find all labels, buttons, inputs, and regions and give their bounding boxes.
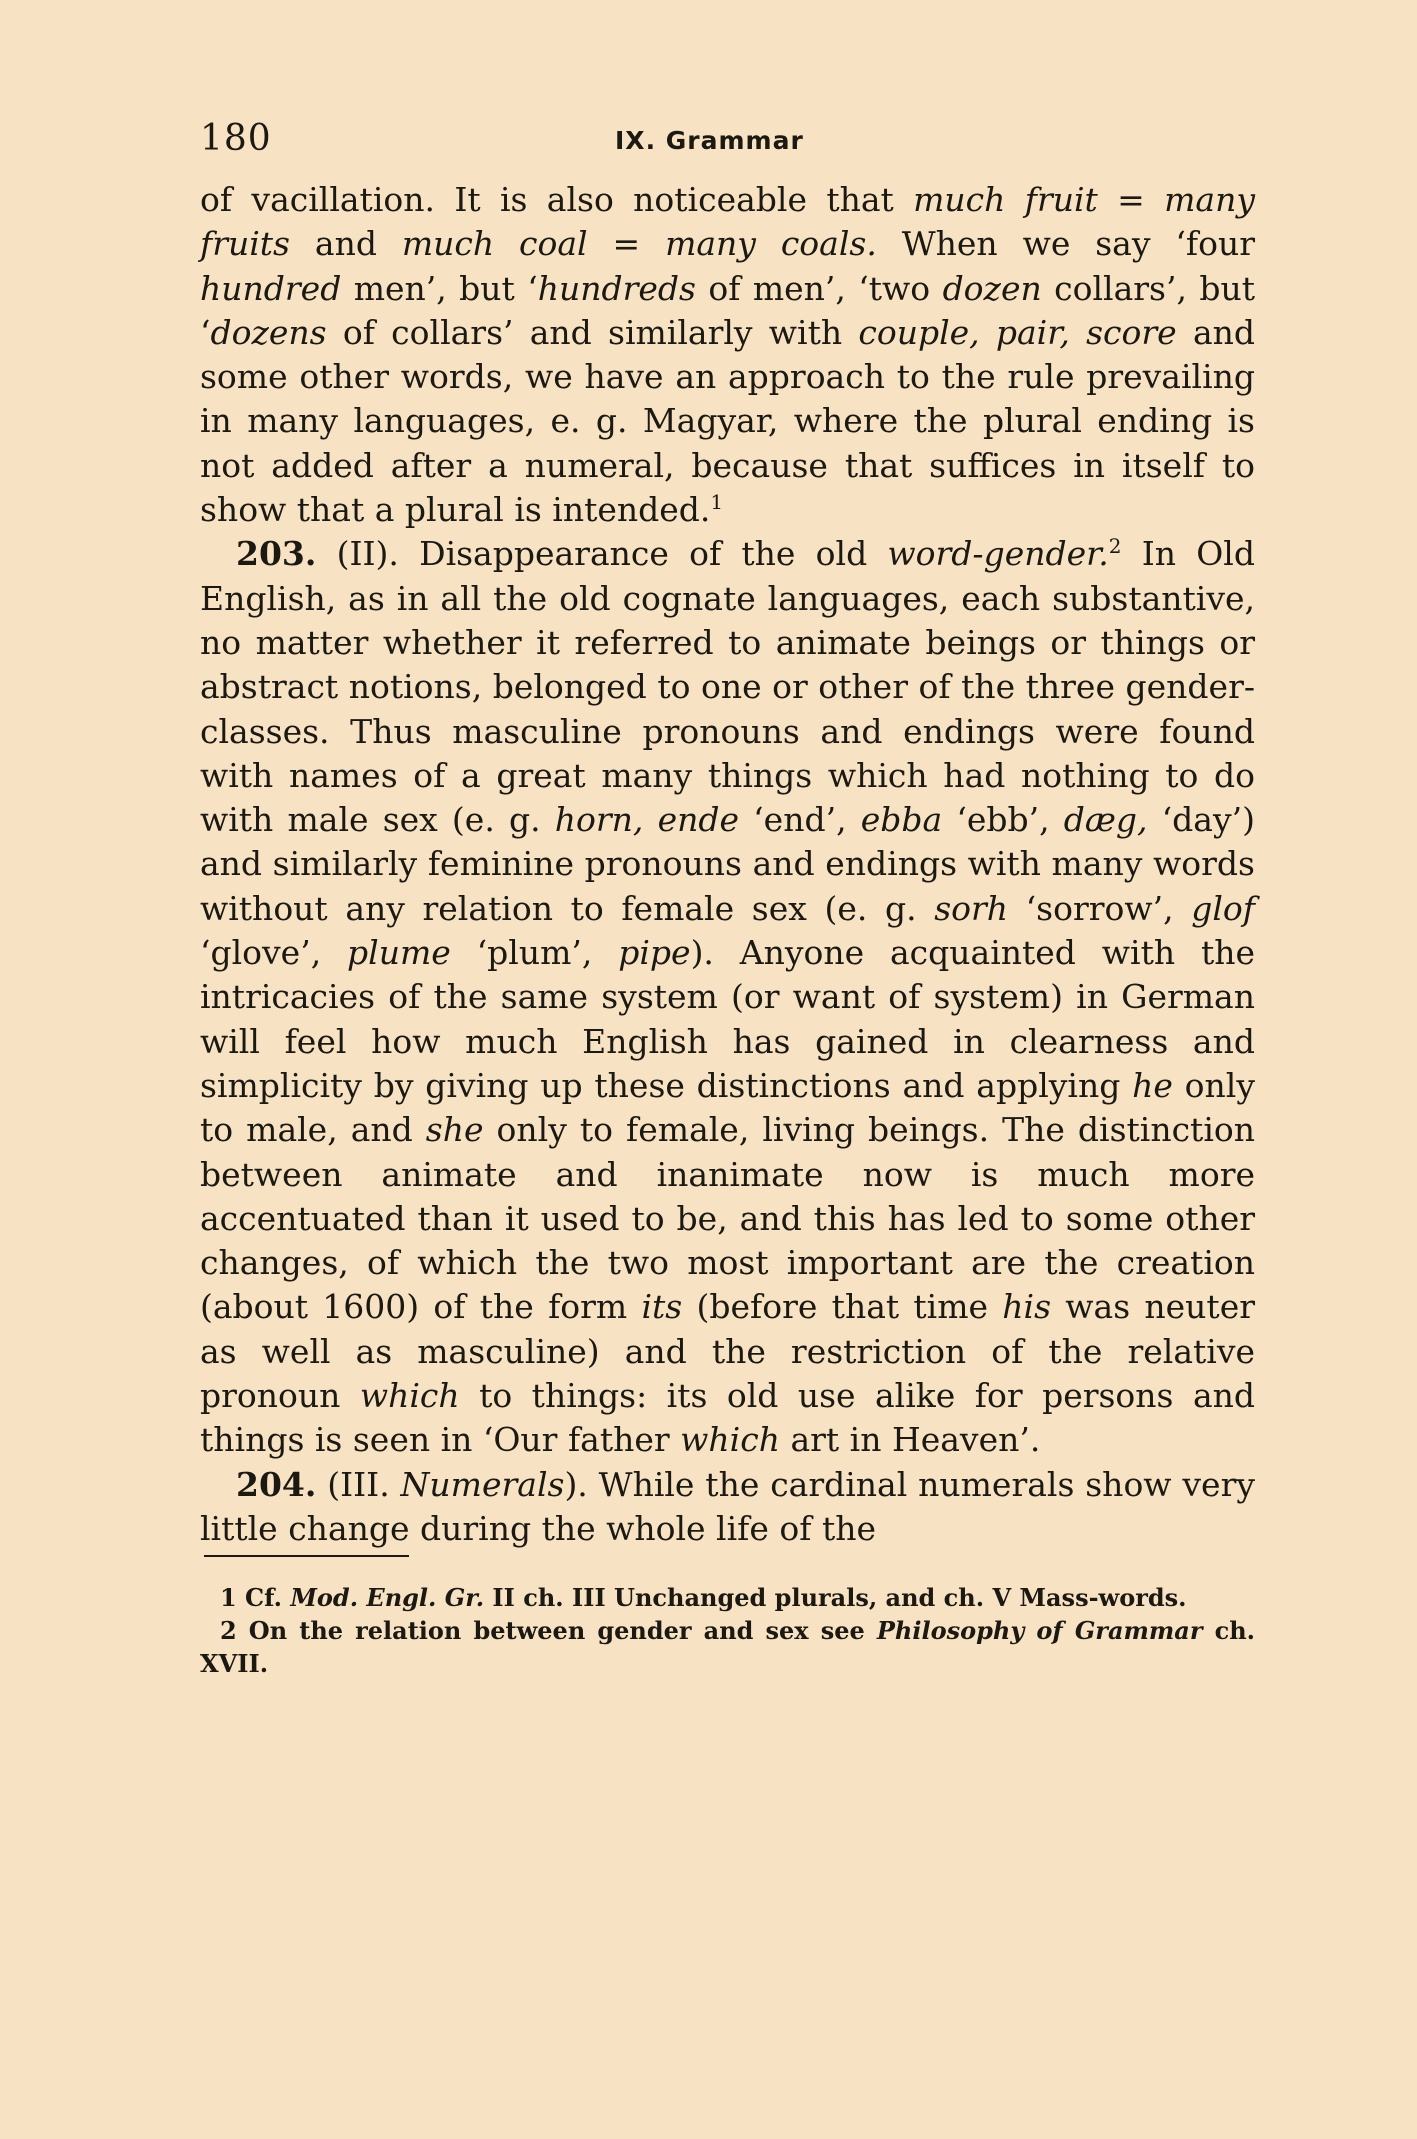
text-run: (II). Disappearance of the old (316, 534, 888, 574)
text-run: many fruits (200, 180, 1255, 264)
text-run: (before that time (682, 1287, 1003, 1327)
text-run: hundreds (537, 268, 696, 308)
footnote-rule (204, 1555, 409, 1557)
text-run: collars’, but ‘ (200, 268, 1255, 352)
text-run: sorh (934, 888, 1009, 928)
text-run: = (1097, 180, 1165, 219)
text-run: only to female, living beings. The distinction between animate and inanimate now is much more accentuated than it used to be, and this has led to some other changes, of which the two most important are the creation (about 1600) of the form (200, 1110, 1255, 1327)
text-run: ‘sorrow’, (1008, 888, 1192, 928)
text-run: ‘day’) and similarly feminine pronouns and endings with many words without any relation to female sex (e. g. (200, 800, 1255, 928)
text-run: ‘end’, (739, 800, 861, 840)
text-run: of vacillation. It is also noticeable that (200, 180, 914, 219)
text-run: Philosophy of Grammar (876, 1616, 1203, 1646)
text-run: much fruit (913, 180, 1098, 219)
footnotes (200, 1581, 1255, 1680)
text-run: ‘glove’, (200, 933, 348, 973)
text-run: = (587, 224, 666, 264)
text-run: which (680, 1420, 780, 1460)
text-run: only to male, and (200, 1065, 1256, 1150)
body-text (200, 178, 1255, 1551)
text-run: much coal (401, 224, 588, 264)
text-run: dæg, (1063, 800, 1148, 840)
text-run: word-gender. (887, 534, 1109, 574)
text-run: 1 Cf. (220, 1583, 291, 1613)
text-run: hundred (200, 268, 342, 308)
text-run: (III. (316, 1464, 401, 1504)
footnote-1 (200, 1581, 1255, 1614)
text-run: she (425, 1110, 484, 1150)
text-run: its (641, 1287, 683, 1327)
text-run: he (1132, 1065, 1173, 1105)
paragraph-continuation (200, 178, 1255, 532)
text-run: horn, ende (554, 800, 740, 840)
text-run: was neuter as well as masculine) and the restriction of the relative pronoun (200, 1287, 1256, 1416)
text-run: and (290, 224, 402, 264)
text-run: II ch. III Unchanged plurals, and ch. V Mass-words. (484, 1583, 1187, 1613)
text-run: ‘plum’, (450, 933, 619, 973)
text-run: 2 (1108, 534, 1122, 559)
text-run: of men’, ‘two (695, 268, 943, 308)
text-run: couple, pair, score (858, 312, 1177, 352)
text-run: Mod. Engl. Gr. (290, 1583, 485, 1613)
page-number: 180 (200, 118, 272, 159)
text-run: 204. (236, 1464, 317, 1504)
text-run: of collars’ and similarly with (326, 312, 859, 352)
text-run: dozen (942, 268, 1042, 308)
text-run: Numerals (400, 1464, 565, 1504)
text-run: art in Heaven’. (779, 1420, 1041, 1460)
text-run: glof (1191, 888, 1255, 928)
text-run: 1 (710, 490, 724, 515)
running-head: IX. Grammar (615, 126, 804, 155)
text-run: ebba (860, 800, 943, 840)
text-run: his (1002, 1287, 1052, 1327)
text-run: and some other words, we have an approach to the rule prevailing in many languages, e. g. Magyar, where the plural ending is not added after a numeral, because that suffices in itself to show that a plural is intended. (200, 312, 1255, 530)
text-run: men’, but ‘ (341, 268, 538, 308)
text-run: 2 On the relation between gender and sex see (220, 1616, 877, 1646)
text-run: ‘ebb’, (942, 800, 1064, 840)
text-run: to things: its old use alike for persons and things is seen in ‘Our father (200, 1376, 1255, 1460)
text-run: When we say ‘four (876, 224, 1255, 264)
text-run: 203. (236, 534, 317, 574)
text-run: many coals. (665, 224, 877, 264)
text-run: In Old English, as in all the old cognate languages, each substantive, no matter whether it referred to animate beings or things or abstract notions, belonged to one or other of the three gender-classes. Thus masculine pronouns and endings were found with names of a great many things which had nothing to do with male sex (e. g. (200, 534, 1255, 840)
text-run: dozens (210, 312, 327, 352)
text-run: ch. XVII. (200, 1616, 1256, 1679)
paragraph-203 (200, 532, 1255, 1462)
text-run: which (359, 1376, 460, 1416)
text-run: ). Anyone acquainted with the intricacies of the same system (or want of system) in German will feel how much English has gained in clearness and simplicity by giving up these distinctions and applying (200, 933, 1255, 1105)
text-run: plume (347, 933, 451, 973)
footnote-2 (200, 1614, 1255, 1680)
page-header (200, 118, 1255, 178)
paragraph-204 (200, 1463, 1255, 1552)
book-page (200, 118, 1255, 1680)
text-run: ). While the cardinal numerals show very little change during the whole life of the (200, 1464, 1255, 1548)
text-run: pipe (618, 933, 691, 973)
